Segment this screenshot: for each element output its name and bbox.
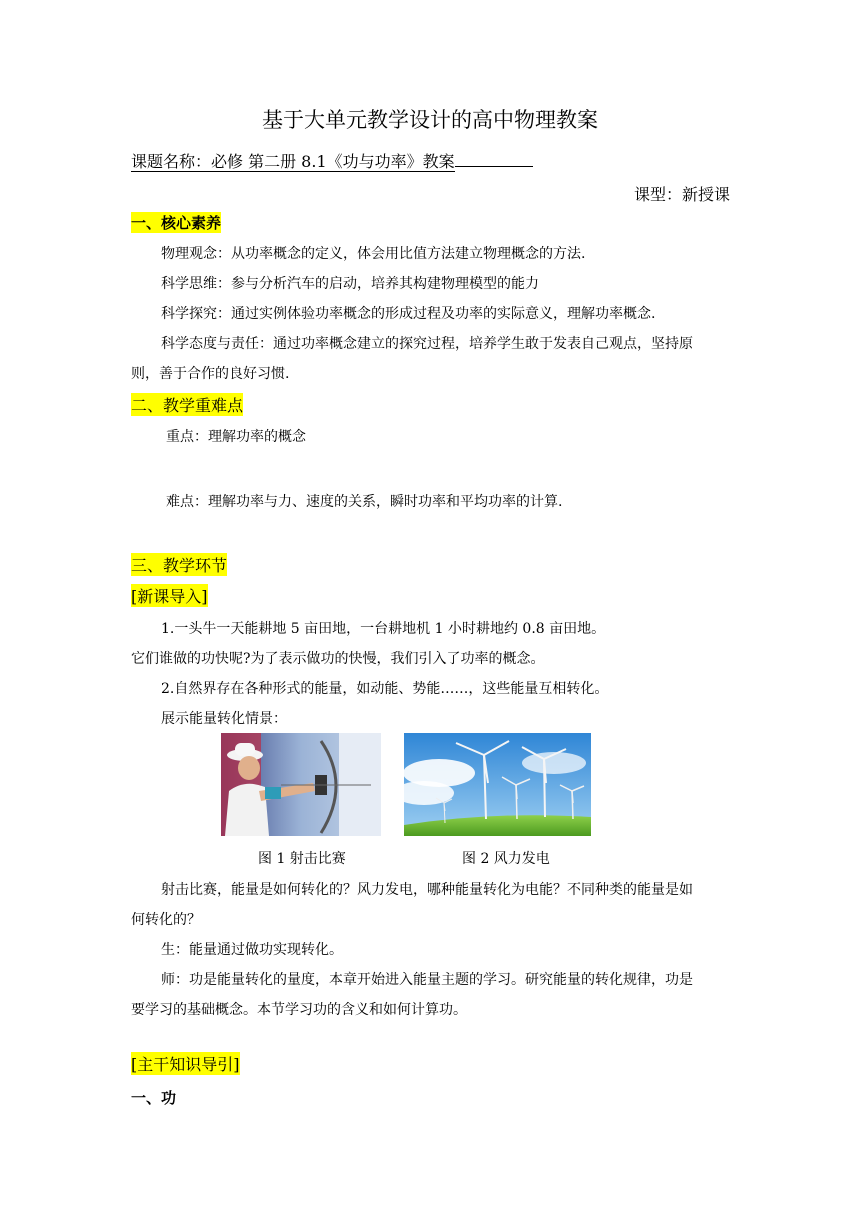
lesson-name-text: 课题名称：必修 第二册 8.1《功与功率》教案 [131, 152, 455, 171]
question-line2: 何转化的？ [131, 912, 201, 928]
core-item-scientific-inquiry: 科学探究：通过实例体验功率概念的形成过程及功率的实际意义，理解功率概念. [161, 306, 656, 322]
section-heading-key-difficult: 二、教学重难点 [131, 393, 243, 416]
teacher-line1: 师：功是能量转化的量度，本章开始进入能量主题的学习。研究能量的转化规律，功是 [161, 972, 693, 988]
archery-photo [221, 733, 381, 836]
core-item-scientific-thinking: 科学思维：参与分析汽车的启动，培养其构建物理模型的能力 [161, 276, 539, 292]
question-line1: 射击比赛，能量是如何转化的？风力发电，哪种能量转化为电能？不同种类的能量是如 [161, 882, 693, 898]
course-type: 课型：新授课 [633, 185, 730, 204]
student-answer: 生：能量通过做功实现转化。 [161, 942, 343, 958]
core-item-attitude-line2: 则，善于合作的良好习惯. [131, 366, 290, 382]
difficult-point: 难点：理解功率与力、速度的关系，瞬时功率和平均功率的计算. [166, 494, 563, 510]
subsection-heading-work: 一、功 [131, 1089, 177, 1107]
figure-1-caption: 图 1 射击比赛 [258, 851, 346, 867]
section-heading-teaching-steps: 三、教学环节 [131, 553, 227, 576]
lesson-underline [455, 152, 533, 167]
lesson-name [131, 149, 533, 172]
intro-paragraph-1-line1: 1.一头牛一天能耕地 5 亩田地，一台耕地机 1 小时耕地约 0.8 亩田地。 [161, 621, 606, 637]
figure-2-caption: 图 2 风力发电 [462, 851, 550, 867]
main-knowledge-guide-label: [主干知识导引] [131, 1052, 240, 1075]
new-lesson-intro-label: [新课导入] [131, 584, 208, 607]
key-point: 重点：理解功率的概念 [166, 429, 306, 445]
wind-turbine-photo [404, 733, 591, 836]
intro-paragraph-1-line2: 它们谁做的功快呢?为了表示做功的快慢，我们引入了功率的概念。 [131, 651, 545, 667]
teacher-line2: 要学习的基础概念。本节学习功的含义和如何计算功。 [131, 1002, 467, 1018]
core-item-physics-concept: 物理观念：从功率概念的定义，体会用比值方法建立物理概念的方法. [161, 246, 586, 262]
intro-paragraph-3: 展示能量转化情景： [161, 711, 287, 727]
section-heading-core-literacy: 一、核心素养 [131, 214, 222, 232]
intro-paragraph-2: 2.自然界存在各种形式的能量，如动能、势能……，这些能量互相转化。 [161, 681, 609, 697]
page-title: 基于大单元教学设计的高中物理教案 [262, 108, 598, 132]
core-item-attitude-line1: 科学态度与责任：通过功率概念建立的探究过程，培养学生敢于发表自己观点，坚持原 [161, 336, 693, 352]
